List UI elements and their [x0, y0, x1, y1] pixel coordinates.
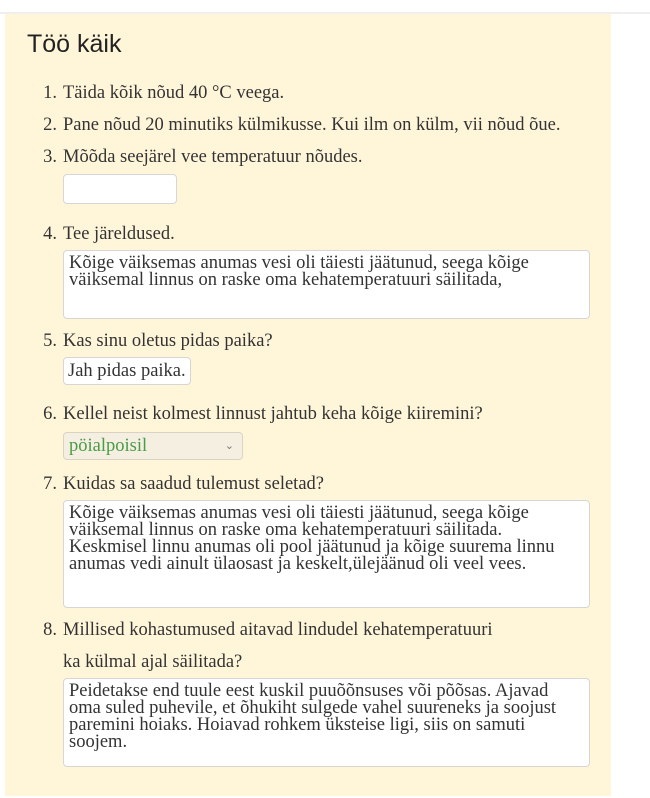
- step-3: [5, 141, 611, 204]
- adaptations-textarea[interactable]: Peidetakse end tuule eest kuskil puuõõnsuses või põõsas. Ajavad oma suled puhevile, et õhukiht sulgede vahel suureneks ja soojust paremini hoiaks. Hoiavad rohkem üksteise ligi, siis on samuti soojem.: [63, 678, 590, 767]
- chevron-down-icon: ⌄: [224, 439, 234, 452]
- steps-list: [5, 77, 611, 773]
- step-8: [5, 614, 611, 767]
- step-number: 5.: [43, 331, 57, 351]
- explanation-textarea[interactable]: Kõige väiksemas anumas vesi oli täiesti jäätunud, seega kõige väiksemal linnus on raske oma kehatemperatuuri säilitada. Keskmisel linnu anumas oli pool jäätunud ja kõige suurema linnu anumas vedi ainult ülaosast ja keskelt,ülejäänud oli veel vees.: [63, 500, 590, 608]
- work-procedure-panel: [5, 14, 611, 796]
- step-text: Mõõda seejärel vee temperatuur nõudes.: [63, 147, 363, 167]
- step-number: 2.: [43, 115, 57, 135]
- step-1: [5, 77, 611, 109]
- step-number: 8.: [43, 620, 57, 640]
- hypothesis-answer-input[interactable]: Jah pidas paika.: [63, 357, 191, 385]
- step-6: [5, 398, 611, 468]
- step-text: Kuidas sa saadud tulemust seletad?: [63, 474, 324, 494]
- step-7: [5, 468, 611, 608]
- section-title: Töö käik: [27, 30, 122, 58]
- step-number: 1.: [43, 83, 57, 103]
- step-number: 7.: [43, 474, 57, 494]
- step-5: [5, 325, 611, 398]
- step-4: [5, 218, 611, 319]
- selected-option: pöialpoisil: [69, 436, 148, 456]
- step-text: Kellel neist kolmest linnust jahtub keha kõige kiiremini?: [63, 404, 483, 424]
- step-text: Millised kohastumused aitavad lindudel kehatemperatuuri ka külmal ajal säilitada?: [63, 620, 493, 672]
- step-number: 3.: [43, 147, 57, 167]
- step-text: Tee järeldused.: [63, 224, 175, 244]
- step-text: Täida kõik nõud 40 °C veega.: [63, 83, 285, 103]
- conclusions-textarea[interactable]: Kõige väiksemas anumas vesi oli täiesti jäätunud, seega kõige väiksemal linnus on raske oma kehatemperatuuri säilitada,: [63, 250, 590, 319]
- step-number: 6.: [43, 404, 57, 424]
- temperature-input[interactable]: [63, 174, 177, 204]
- step-text: Kas sinu oletus pidas paika?: [63, 331, 273, 351]
- step-text: Pane nõud 20 minutiks külmikusse. Kui ilm on külm, vii nõud õue.: [63, 115, 561, 135]
- bird-select-dropdown[interactable]: [63, 432, 243, 460]
- step-2: [5, 109, 611, 141]
- step-number: 4.: [43, 224, 57, 244]
